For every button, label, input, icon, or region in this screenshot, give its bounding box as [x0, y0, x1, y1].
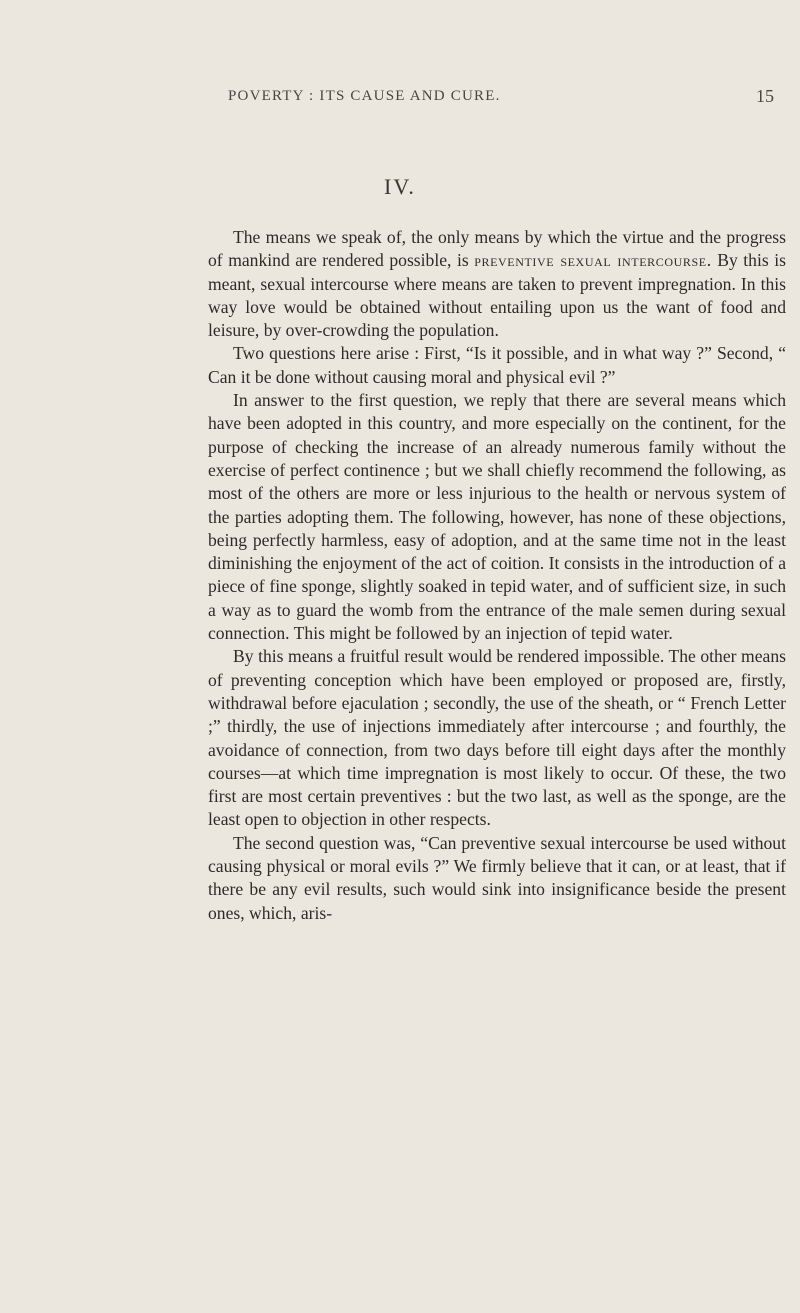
paragraph-3: In answer to the first question, we reply that there are several means which have been adopted in this country, and more especially on the continent, for the purpose of checking the increase of an already numerous family without the exercise of perfect continence ; but we shall chiefly recommend the following, as most of the others are more or less injurious to the health or nervous system of the parties adopting them. The following, however, has none of these objections, being perfectly harmless, easy of adoption, and at the same time not in the least diminishing the enjoyment of the act of coition. It consists in the introduction of a piece of fine sponge, slightly soaked in tepid water, and of sufficient size, in such a way as to guard the womb from the entrance of the male semen during sexual connection. This might be followed by an injection of tepid water. — [208, 390, 786, 644]
paragraph-2: Two questions here arise : First, “Is it possible, and in what way ?” Second, “ Can it be done without causing moral and physical evil ?” — [208, 343, 786, 387]
paragraph-5: The second question was, “Can preventive sexual intercourse be used without causing physical or moral evils ?” We firmly believe that it can, or at least, that if there be any evil results, such would sink into insignificance beside the present ones, which, aris- — [208, 832, 786, 923]
paragraph-1-end: By this is meant, sexual intercourse where means are taken to prevent impregnation. In this way love would be obtained without entailing upon us the want of food and leisure, by over-crowding the population. — [208, 250, 786, 341]
running-head — [0, 88, 800, 110]
page-number: 15 — [756, 86, 774, 106]
paragraph-1 — [208, 226, 786, 342]
key-term: preventive sexual intercourse. — [474, 250, 712, 271]
body-text — [208, 226, 786, 925]
running-title: POVERTY : ITS CAUSE AND CURE. — [228, 88, 501, 104]
paragraph-1-start: The means we speak of, the only means by which the virtue and the progress of mankind are rendered possible, is — [208, 227, 786, 271]
chapter-heading: IV. — [384, 174, 416, 199]
paragraph-4: By this means a fruitful result would be rendered impossible. The other means of preventing conception which have been employed or proposed are, firstly, withdrawal before ejaculation ; secondly, the use of the sheath, or “ French Letter ;” thirdly, the use of injections immediately after intercourse ; and fourthly, the avoidance of connection, from two days before till eight days after the monthly courses—at which time impregnation is most likely to occur. Of these, the two first are most certain preventives : but the two last, as well as the sponge, are the least open to objection in other respects. — [208, 646, 786, 830]
